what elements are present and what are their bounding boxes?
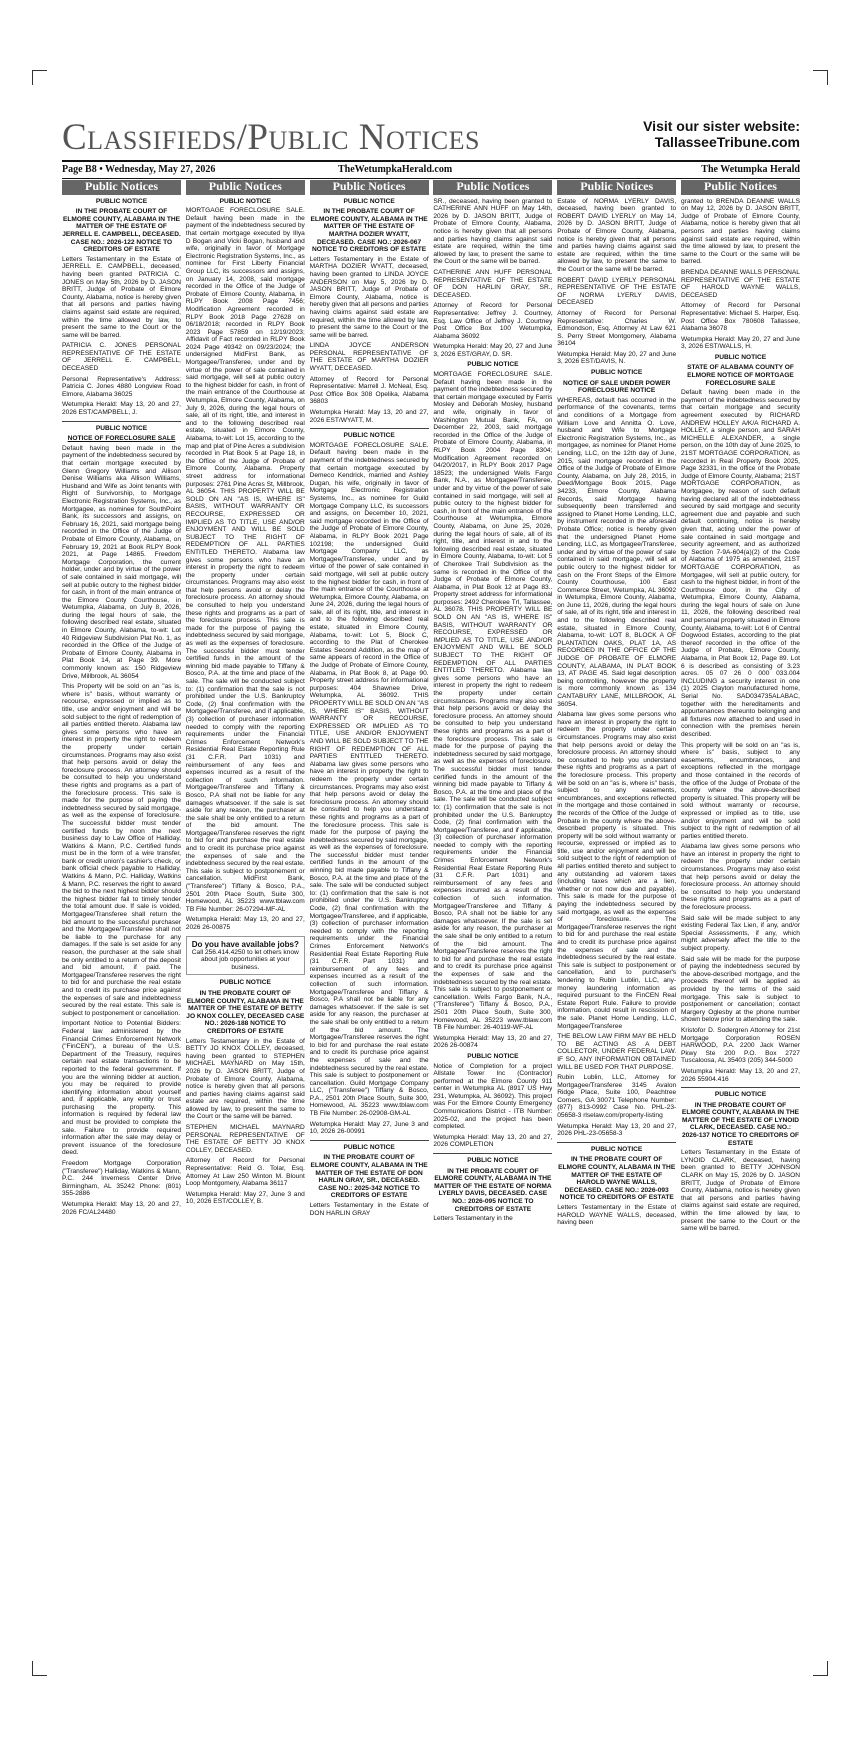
sister-site-link[interactable]: TallasseeTribune.com [654, 134, 800, 150]
notice-body: Letters Testamentary in the [433, 1215, 513, 1223]
notice-body: Important Notice to Potential Bidders: Federal law administered by the Financial Crimes Enforcement Network ("FinCEN"), a bureau of the U.S. Department of the Treasury, requires certain real estate transactions to be reported to the federal government. If you are the winning bidder at auction, you may be required to provide identifying information about yourself and, if applicable, any entity or trust purchasing the property. This information is required by federal law and must be provided to complete the sale. Failure to provide required information after the sale may delay or prevent issuance of the foreclosure deed. [62, 1020, 181, 1157]
public-notices-banner: Public Notices [681, 180, 800, 195]
notice-heading: PUBLIC NOTICE [343, 1143, 395, 1151]
crop-mark-bottom-left [32, 1661, 47, 1676]
public-notices-banner: Public Notices [310, 180, 429, 195]
notice-heading: PUBLIC NOTICE [714, 353, 767, 361]
notice-body: Personal Representative's Address: Patricia C. Jones 4880 Longview Road Elmore, Alabama 36025 [62, 375, 181, 398]
notice-body: Estate of NORMA LYERLY DAVIS, deceased, having been granted to ROBERT DAVID LYERLY on May 14, 2026 by D. JASON BRITT, Judge of Probate of Elmore County, Alabama, notice is hereby given that all persons and parties having claims against said estate are required, within the time allowed by law, to present the same to the Court or the same will be barred. [557, 197, 677, 273]
jobs-ad-box [186, 936, 305, 976]
notice-divider [310, 1140, 429, 1141]
notice-body: Freedom Mortgage Corporation ("Transferee") Halliday, Watkins & Mann, P.C. 244 Inverness Center Drive Birmingham, AL 35242 Phone: (801) 355-2886 [62, 1160, 181, 1198]
notice-body: Attorney of Record for Personal Representative: Reid G. Tolar, Esq. Attorney At Law 250 Winton M. Blount Loop Montgomery, Alabama 36117 [185, 1157, 305, 1188]
public-notices-banner: Public Notices [433, 180, 552, 195]
notice-body: Said sale will be made subject to any existing Federal Tax Lien, if any, and/or Special Assessments, if any, which might adversely affect the title to the subject property. [680, 914, 800, 952]
notice-divider [557, 1142, 676, 1143]
notice-heading: NOTICE OF SALE UNDER POWER FORECLOSURE NOTICE [563, 379, 671, 395]
notice-body: Letters Testamentary in the Estate of MARTHA DOZIER WYATT, deceased, having been granted to LINDA JOYCE ANDERSON on May 5, 2026 by D. JASON BRITT, Judge of Probate of Elmore County, Alabama, notice is hereby given that all persons and parties having claims against said estate are required, within the time allowed by law, to present the same to the Court or the same will be barred. [309, 255, 429, 339]
notice-body: Attorney of Record for Personal Representative: Jeffrey J. Courtney, Esq. Law Office of Jeffrey J. Courtney Post Office Box 100 Wetumpka, Alabama 36092 [433, 302, 553, 340]
notice-heading: PUBLIC NOTICE [467, 1157, 519, 1165]
notice-body: Wetumpka Herald: May 13, 20 and 27, 2026 26-00874 [433, 1034, 553, 1050]
notice-heading: IN THE PROBATE COURT OF ELMORE COUNTY, ALABAMA IN THE MATTER OF THE ESTATE OF NORMA LYERLY DAVIS, DECEASED. CASE NO.: 2026-095 NOTICE TO CREDITORS OF ESTATE [434, 1167, 552, 1213]
notice-body: Attorney of Record for Personal Representative: Marrell J. McNeal, Esq. Post Office Box 308 Opelika, Alabama 36803 [309, 375, 429, 406]
notice-body: SR., deceased, having been granted to CATHERINE ANN HUFF on May 14th, 2026 by D. JASON BRITT, Judge of Probate of Elmore County, Alabama, notice is hereby given that all persons and parties having claims against said estate are required, within the time allowed by law, to present the same to the Court or the same will be barred. [433, 197, 553, 266]
sister-site-promo [643, 118, 800, 150]
notice-body: THE BELOW LAW FIRM MAY BE HELD TO BE ACTING AS A DEBT COLLECTOR, UNDER FEDERAL LAW. IF SO, ANY INFORMATION OBTAINED WILL BE USED FOR THAT PURPOSE. [557, 1033, 677, 1071]
crop-mark-top-right [813, 70, 828, 85]
notice-body: Wetumpka Herald: May 20, 27 and June 3, 2026 EST/WALLS, H. [680, 335, 800, 351]
notice-body: Wetumpka Herald: May 20, 27 and June 3, 2026 EST/DAVIS, N. [557, 350, 677, 366]
notice-heading: PUBLIC NOTICE [467, 361, 519, 369]
notice-divider [681, 1087, 800, 1088]
notice-heading: PUBLIC NOTICE [95, 197, 148, 205]
notice-body: PATRICIA C. JONES PERSONAL REPRESENTATIVE OF THE ESTATE OF JERRELL E. CAMPBELL, DECEASED [62, 342, 181, 373]
notice-body: Letters Testamentary in the Estate of JERRELL E. CAMPBELL, deceased, having been granted PATRICIA C. JONES on May 5th, 2026 by D. JASON BRITT, Judge of Probate of Elmore County, Alabama, notice is hereby given that all persons and parties having claims against said estate are required, within the time allowed by law, to present the same to the Court or the same will be barred. [62, 255, 181, 339]
notice-body: Letters Testamentary in the Estate of HAROLD WAYNE WALLS, deceased, having been [557, 1204, 677, 1227]
notice-body: MORTGAGE FORECLOSURE SALE. Default having been made in the payment of the indebtedness secured by that certain mortgage executed by Demeco Kendrick, married and Ashley Dugan, his wife, originally in favor of Mortgage Electronic Registration Systems, Inc., as nominee for Guild Mortgage Company LLC, its successors and assigns, on December 10, 2021, said mortgage recorded in the Office of the Judge of Probate of Elmore County, Alabama, in RLPY Book 2021 Page 102198; the undersigned Guild Mortgage Company LLC, as Mortgagee/Transferee, under and by virtue of the power of sale contained in said mortgage, will sell at public outcry to the highest bidder for cash, in front of the main entrance of the Courthouse at Wetumpka, Elmore County, Alabama, on June 24, 2026, during the legal hours of sale, all of its right, title, and interest in and to the following described real estate, situated in Elmore County, Alabama, to-wit: Lot 5, Block C, according to the Plat of Cherokee Estates Second Addition, as the map of same appears of record in the Office of the Judge of Probate of Elmore County, Alabama, in Plat Book 8, at Page 90. Property street address for informational purposes: 404 Shawnee Drive, Wetumpka, AL 36092. THIS PROPERTY WILL BE SOLD ON AN "AS IS, WHERE IS" BASIS, WITHOUT WARRANTY OR RECOURSE, EXPRESSED OR IMPLIED AS TO TITLE, USE AND/OR ENJOYMENT AND WILL BE SOLD SUBJECT TO THE RIGHT OF REDEMPTION OF ALL PARTIES ENTITLED THERETO. Alabama law gives some persons who have an interest in property the right to redeem the property under certain circumstances. Programs may also exist that help persons avoid or delay the foreclosure process. An attorney should be consulted to help you understand these rights and programs as a part of the foreclosure process. This sale is made for the purpose of paying the indebtedness secured by said mortgage, as well as the expenses of foreclosure. The successful bidder must tender certified funds in the amount of the winning bid made payable to Tiffany & Bosco, P.A. at the time and place of the sale. The sale will be conducted subject to: (1) confirmation that the sale is not prohibited under the U.S. Bankruptcy Code, (2) final confirmation with the Mortgagee/Transferee, and if applicable, (3) collection of purchaser information needed to comply with the reporting requirements under the Financial Crimes Enforcement Network's Residential Real Estate Reporting Rule (31 C.F.R. Part 1031) and reimbursement of any fees and expenses incurred as a result of the collection of such information. Mortgagee/Transferee and Tiffany & Bosco, P.A shall not be liable for any damages whatsoever. If the sale is set aside for any reason, the purchaser at the sale shall be only entitled to a return of the bid amount. The Mortgagee/Transferee reserves the right to bid for and purchase the real estate and to credit its purchase price against the expenses of sale and the indebtedness secured by the real estate. This sale is subject to postponement or cancellation. Guild Mortgage Company LLC, ("Transferee") Tiffany & Bosco, P.A., 2501 20th Place South, Suite 300, Homewood, AL 35223 www.tblaw.com TB File Number: 26-02908-GM-AL [309, 441, 429, 1118]
notice-body: Wetumpka Herald: May 13, 20 and 27, 2026 COMPLETION [433, 1133, 553, 1149]
notice-body: STEPHEN MICHAEL MAYNARD PERSONAL REPRESENTATIVE OF THE ESTATE OF BETTY JO KNOX COLLEY, DECEASED. [185, 1124, 305, 1154]
notice-body: Wetumpka Herald: May 20, 27 and June 3, 2026 EST/GRAY, D. SR. [433, 343, 553, 358]
notice-divider [433, 1153, 552, 1154]
notice-body: Wetumpka Herald: May 13, 20 and 27, 2026 EST/WYATT, M. [309, 409, 429, 424]
notice-body: Letters Testamentary in the Estate of BETTY JO KNOX COLLEY, deceased, having been granted to STEPHEN MICHAEL MAYNARD on May 15th, 2026 by D. JASON BRITT, Judge of Probate of Elmore County, Alabama, notice is hereby given that all persons and parties having claims against said estate are required, within the time allowed by law, to present the same to the Court or the same will be barred. [185, 1037, 305, 1121]
notice-heading: PUBLIC NOTICE [219, 979, 271, 987]
notice-heading: IN THE PROBATE COURT OF ELMORE COUNTY, ALABAMA IN THE MATTER OF THE ESTATE OF JERRELL E. CAMPBELL, DECEASED. CASE NO.: 2026-122 NOTICE TO CREDITORS OF ESTATE [62, 208, 181, 254]
notice-body: Rubin Lublin, LLC, Attorney for Mortgagee/Transferee 3145 Avalon Ridge Place, Suite 100, Peachtree Corners, GA 30071 Telephone Number: (877) 813-0992 Case No. PHL-23-05658-3 rlselaw.com/property-listing [557, 1074, 677, 1120]
notice-body: This Property will be sold on an "as is, where is" basis, without warranty or recourse, expressed or implied as to title, use and/or enjoyment and will be sold subject to the right of redemption of all parties entitled thereto. Alabama law gives some persons who have an interest in property the right to redeem the property under certain circumstances. Programs may also exist that help persons avoid or delay the foreclosure process. An attorney should be consulted to help you understand these rights and programs as a part of the foreclosure process. This sale is made for the purpose of paying the indebtedness secured by said mortgage, as well as the expense of foreclosure. The successful bidder must tender certified funds by noon the next business day to Law Office of Halliday, Watkins & Mann, P.C. Certified funds must be in the form of a wire transfer, bank or credit union's cashier's check, or bank official check payable to Halliday, Watkins & Mann, P.C. Halliday, Watkins & Mann, P.C. reserves the right to award the bid to the next highest bidder should the highest bidder fail to timely tender the total amount due. If sale is voided, Mortgagee/Transferee shall return the bid amount to the successful purchaser and the Mortgagee/Transferee shall not be liable to the purchase for any damages. If the sale is set aside for any reason, the purchaser at the sale shall be only entitled to a return of the deposit and bid amount, if paid. The Mortgagee/Transferee reserves the right to bid for and purchase the real estate and to credit its purchase price against the expenses of sale and indebtedness secured by the real estate. This sale is subject to postponement or cancellation. [62, 683, 181, 1017]
public-notices-banner: Public Notices [186, 180, 305, 195]
notice-body: MORTGAGE FORECLOSURE SALE. Default having been made in the payment of the indebtedness secured by that certain mortgage executed by Illya D Bogan and Vicki Bogan, husband and wife, originally in favor of Mortgage Electronic Registration Systems, Inc., as nominee for First Liberty Financial Group LLC, its successors and assigns, on January 14, 2008, said mortgage recorded in the Office of the Judge of Probate of Elmore County, Alabama, in RLPY Book 2008 Page 7456; Modification Agreement recorded in RLPY Book 2018 Page 27628 on 06/18/2018; recorded in RLPY Book 2023 Page 57859 on 12/19/2023; Affidavit of Fact recorded in RLPY Book 2024 Page 49342 on 09/23/2024; the undersigned MidFirst Bank, as Mortgagee/Transferee, under and by virtue of the power of sale contained in said mortgage, will sell at public outcry to the highest bidder for cash, in front of the main entrance of the Courthouse at Wetumpka, Elmore County, Alabama, on July 9, 2026, during the legal hours of sale, all of its right, title, and interest in and to the following described real estate, situated in Elmore County, Alabama, to-wit: Lot 15, according to the map and plat of Pine Acres a subdivision recorded in Plat Book 5 at Page 18, in the Office of the Judge of Probate of Elmore County, Alabama. Property street address for informational purposes: 2761 Pine Acres St, Millbrook, AL 36054. THIS PROPERTY WILL BE SOLD ON AN "AS IS, WHERE IS" BASIS, WITHOUT WARRANTY OR RECOURSE, EXPRESSED OR IMPLIED AS TO TITLE, USE AND/OR ENJOYMENT AND WILL BE SOLD SUBJECT TO THE RIGHT OF REDEMPTION OF ALL PARTIES ENTITLED THERETO. Alabama law gives some persons who have an interest in property the right to redeem the property under certain circumstances. Programs may also exist that help persons avoid or delay the foreclosure process. An attorney should be consulted to help you understand these rights and programs as a part of the foreclosure process. This sale is made for the purpose of paying the indebtedness secured by said mortgage, as well as the expenses of foreclosure. The successful bidder must tender certified funds in the amount of the winning bid made payable to Tiffany & Bosco, P.A. at the time and place of the sale. The sale will be conducted subject to: (1) confirmation that the sale is not prohibited under the U.S. Bankruptcy Code, (2) final confirmation with the Mortgagee/Transferee, and if applicable, (3) collection of purchaser information needed to comply with the reporting requirements under the Financial Crimes Enforcement Network's Residential Real Estate Reporting Rule (31 C.F.R. Part 1031) and reimbursement of any fees and expenses incurred as a result of the collection of such information. Mortgagee/Transferee and Tiffany & Bosco, P.A shall not be liable for any damages whatsoever. If the sale is set aside for any reason, the purchaser at the sale shall be only entitled to a return of the bid amount. The Mortgagee/Transferee reserves the right to bid for and purchase the real estate and to credit its purchase price against the expenses of sale and the indebtedness secured by the real estate. This sale is subject to postponement or cancellation. MidFirst Bank, ("Transferee") Tiffany & Bosco, P.A., 2501 20th Place South, Suite 300, Homewood, AL 35223 www.tblaw.com TB File Number: 26-07294-MF-AL [185, 207, 305, 913]
crop-mark-top-left [32, 70, 47, 85]
notice-body: This property will be sold on an "as is, where is" basis, subject to any easements, encumbrances, and exceptions reflected in the mortgage and those contained in the records of the office of the Judge of Probate of the county where the above-described property is situated. This property will be sold without warranty or recourse, expressed or implied as to title, use and/or enjoyment and will be sold subject to the right of redemption of all parties entitled thereto. [680, 741, 800, 840]
notice-heading: PUBLIC NOTICE [343, 197, 395, 205]
notice-heading: PUBLIC NOTICE [591, 1145, 643, 1153]
folio-page: Page B8 • Wednesday, May 27, 2026 [62, 164, 216, 175]
public-notices-banner: Public Notices [557, 180, 676, 195]
jobs-ad-title: Do you have available jobs? [191, 939, 299, 949]
notice-heading: IN THE PROBATE COURT OF ELMORE COUNTY, ALABAMA IN THE MATTER OF THE ESTATE OF MARTHA DOZIER WYATT, DECEASED. CASE NO.: 2026-067 NOTICE TO CREDITORS OF ESTATE [310, 208, 428, 254]
notice-body: Attorney of Record for Personal Representative: Charles W. Edmondson, Esq. Attorney At Law 621 S. Perry Street Montgomery, Alabama 36104 [557, 309, 677, 348]
notice-body: ROBERT DAVID LYERLY PERSONAL REPRESENTATIVE OF THE ESTATE OF NORMA LYERLY DAVIS, DECEASED [557, 276, 677, 307]
notice-heading: PUBLIC NOTICE [219, 197, 271, 205]
folio-paper: The Wetumpka Herald [701, 164, 800, 175]
notice-body: Letters Testamentary in the Estate of LYNOID CLARK, deceased, having been granted to BETTY JOHNSON CLARK on May 15, 2026 by D. JASON BRITT, Judge of Probate of Elmore County, Alabama, notice is hereby given that all persons and parties having claims against said estate are required, within the time allowed by law, to present the same to the Court or the same will be barred. [680, 1149, 800, 1233]
notice-body: Default having been made in the payment of the indebtedness secured by that certain mortgage executed by Glenn Gregory Williams and Allison Denise Williams aka Allison Williams, Husband and Wife as Joint tenants with Right of Survivorship, to Mortgage Electronic Registration Systems, Inc., as Mortgagee, as nominee for SouthPoint Bank, its successors and assigns, on February 16, 2021, said mortgage being recorded in the Office of the Judge of Probate of Elmore County, Alabama, on February 19, 2021 at Book RLPY Book 2021, at Page 14865. Freedom Mortgage Corporation, the current holder, under and by virtue of the power of sale contained in said mortgage, will sell at public outcry to the highest bidder for cash, in front of the main entrance of the Elmore County Courthouse, in Wetumpka, Alabama, on July 8, 2026, during the legal hours of sale, the following described real estate, situated in Elmore County, Alabama, to-wit: Lot 40 Ridgeview Subdivision Plat No. 1, as recorded in the Office of the Judge of Probate of Elmore County, Alabama in Plat Book 14, at Page 39. More commonly known as: 150 Ridgeview Drive, Millbrook, AL 36054 [62, 444, 181, 680]
notice-column [62, 180, 181, 1680]
section-title: Classifieds/Public Notices [62, 117, 480, 158]
notice-divider [62, 421, 181, 422]
notice-body: Default having been made in the payment of the indebtedness secured by that certain mortgage and security agreement executed by RICHARD ANDREW HOLLEY A/K/A RICHARD A. HOLLEY, a single person, and SARAH MICHELLE ALEXANDER, a single person, on the 10th day of June 2025, to 21ST MORTGAGE CORPORATION, as recorded in Real Property Book 2025, Page 32331, in the office of the Probate Judge of Elmore County, Alabama; 21ST MORTGAGE CORPORATION, as Mortgagee, by reason of such default having declared all of the indebtedness secured by said mortgage and security agreement due and payable and such default continuing, notice is hereby given that, acting under the power of sale contained in said mortgage and security agreement, and as authorized by Section 7-9A-604(a)(2) of the Code of Alabama of 1975 as amended, 21ST MORTGAGE CORPORATION, as Mortgagee, will sell at public outcry, for cash to the highest bidder, in front of the Courthouse door, in the City of Wetumpka, Elmore County, Alabama, during the legal hours of sale on June 11, 2026, the following described real and personal property situated in Elmore County, Alabama, to-wit: Lot 6 of Central Dogwood Estates, according to the plat thereof recorded in the office of the Judge of Probate, Elmore County, Alabama, in Plat Book 12, Page 89. Lot 6 is described as consisting of 3.23 acres. 05 07 26 0 000 033.004 INCLUDING a security interest in one (1) 2025 Clayton manufactured home, Serial No. SAD034735ALABAC, together with the hereditaments and appurtenances thereunto belonging and all fixtures now attached to and used in connection with the premises herein described. [680, 389, 800, 738]
notice-column [433, 180, 552, 1680]
notice-body: BRENDA DEANNE WALLS PERSONAL REPRESENTATIVE OF THE ESTATE OF HAROLD WAYNE WALLS, DECEASED [680, 268, 800, 299]
notice-body: Wetumpka Herald: May 13, 20 and 27, 2026 26-00875 [185, 916, 305, 931]
notice-body: granted to BRENDA DEANNE WALLS on May 12, 2026 by D. JASON BRITT, Judge of Probate of Elmore County, Alabama, notice is hereby given that all persons and parties having claims against said estate are required, within the time allowed by law, to present the same to the Court or the same will be barred. [680, 197, 800, 266]
crop-mark-bottom-right [813, 1661, 828, 1676]
notice-body: Notice of Completion for a project Allstate Tower Inc (Contractor) performed at the Elmore County 911 center in Wetumpka AL (8917 US Hwy 231, Wetumpka, AL 36092). This project was For the Elmore County Emergency Communications District - ITB Number: 2025-02, and the project has been completed. [433, 1062, 553, 1131]
notice-heading: NOTICE OF FORECLOSURE SALE [67, 435, 176, 443]
notice-heading: PUBLIC NOTICE [714, 1091, 767, 1099]
masthead [62, 116, 800, 158]
notice-body: Alabama law gives some persons who have an interest in property the right to redeem the property under certain circumstances. Programs may also exist that help persons avoid or delay the foreclosure process. An attorney should be consulted to help you understand these rights and programs as a part of the foreclosure process. This property will be sold on an "as is, where is" basis, subject to any easements, encumbrances, and exceptions reflected in the mortgage and those contained in the records of the Office of the Judge of Probate in the county where the above-described property is situated. This property will be sold without warranty or recourse, expressed or implied as to title, use and/or enjoyment and will be sold subject to the right of redemption of all parties entitled thereto and subject to any outstanding ad valorem taxes (including taxes which are a lien, whether or not now due and payable). This sale is made for the purpose of paying the indebtedness secured by said mortgage, as well as the expenses of foreclosure. The Mortgagee/Transferee reserves the right to bid for and purchase the real estate and to credit its purchase price against the expenses of sale and the indebtedness secured by the real estate. This sale is subject to postponement or cancellation, and to purchaser's tendering to Rubin Lublin, LLC, any-money laundering information as required pursuant to the FinCEN Real Estate Report Rule. Failure to provide information, could result in rescission of the sale. Planet Home Lending, LLC, Mortgagee/Transferee [557, 711, 677, 1030]
notice-body: MORTGAGE FORECLOSURE SALE. Default having been made in the payment of the indebtedness secured by that certain mortgage executed by Farris Mosley and Deborah Mosley, husband and wife, originally in favor of Washington Mutual Bank, FA, on December 22, 2003, said mortgage recorded in the Office of the Judge of Probate of Elmore County, Alabama, in RLPY Book 2004 Page 8304; Modification Agreement recorded on 04/20/2017, in RLPY Book 2017 Page 18523; the undersigned Wells Fargo Bank, N.A., as Mortgagee/Transferee, under and by virtue of the power of sale contained in said mortgage, will sell at public outcry to the highest bidder for cash, in front of the main entrance of the Courthouse at Wetumpka, Elmore County, Alabama, on June 25, 2026, during the legal hours of sale, all of its right, title, and interest in and to the following described real estate, situated in Elmore County, Alabama, to-wit: Lot 5 of Cherokee Trail Subdivision as the same is recorded in the Office of the Judge of Probate of Elmore County, Alabama, in Plat Book 12 at Page 83.. Property street address for informational purposes: 2492 Cherokee Trl, Tallassee, AL 36078. THIS PROPERTY WILL BE SOLD ON AN "AS IS, WHERE IS" BASIS, WITHOUT WARRANTY OR RECOURSE, EXPRESSED OR IMPLIED AS TO TITLE, USE AND/OR ENJOYMENT AND WILL BE SOLD SUBJECT TO THE RIGHT OF REDEMPTION OF ALL PARTIES ENTITLED THERETO. Alabama law gives some persons who have an interest in property the right to redeem the property under certain circumstances. Programs may also exist that help persons avoid or delay the foreclosure process. An attorney should be consulted to help you understand these rights and programs as a part of the foreclosure process. This sale is made for the purpose of paying the indebtedness secured by said mortgage, as well as the expenses of foreclosure. The successful bidder must tender certified funds in the amount of the winning bid made payable to Tiffany & Bosco, P.A. at the time and place of the sale. The sale will be conducted subject to: (1) confirmation that the sale is not prohibited under the U.S. Bankruptcy Code, (2) final confirmation with the Mortgagee/Transferee, and if applicable, (3) collection of purchaser information needed to comply with the reporting requirements under the Financial Crimes Enforcement Network's Residential Real Estate Reporting Rule (31 C.F.R. Part 1031) and reimbursement of any fees and expenses incurred as a result of the collection of such information. Mortgagee/Transferee and Tiffany & Bosco, P.A shall not be liable for any damages whatsoever. If the sale is set aside for any reason, the purchaser at the sale shall be only entitled to a return of the bid amount. The Mortgagee/Transferee reserves the right to bid for and purchase the real estate and to credit its purchase price against the expenses of sale and the indebtedness secured by the real estate. This sale is subject to postponement or cancellation. Wells Fargo Bank, N.A., ("Transferee") Tiffany & Bosco, P.A., 2501 20th Place South, Suite 300, Homewood, AL 35223 www.tblaw.com TB File Number: 26-40119-WF-AL [433, 371, 553, 1032]
notice-body: CATHERINE ANN HUFF PERSONAL REPRESENTATIVE OF THE ESTATE OF DON HARLIN GRAY, SR., DECEASED. [433, 268, 553, 299]
notice-column [310, 180, 429, 1680]
notice-body: LINDA JOYCE ANDERSON PERSONAL REPRESENTATIVE OF THE ESTATE OF MARTHA DOZIER WYATT, DECEASED. [309, 342, 429, 373]
notice-divider [310, 428, 429, 429]
visit-line: Visit our sister website: [643, 118, 800, 134]
notice-body: Wetumpka Herald: May 13, 20 and 27, 2026 FC/AL24480 [62, 1201, 181, 1216]
notice-body: Alabama law gives some persons who have an interest in property the right to redeem the property under certain circumstances. Programs may also exist that help persons avoid or delay the foreclosure process. An attorney should be consulted to help you understand these rights and programs as a part of the foreclosure process. [680, 843, 800, 912]
notice-heading: PUBLIC NOTICE [95, 424, 148, 432]
public-notices-banner: Public Notices [62, 180, 181, 195]
notice-body: WHEREAS, default has occurred in the performance of the covenants, terms and conditions of a Mortgage from William Love and Annitta O. Love, husband and Wife to Mortgage Electronic Registration Systems, Inc., as mortgagee, as nominee for Planet Home Lending, LLC, on the 12th day of June, 2015, said mortgage recorded in the Office of the Judge of Probate of Elmore County, Alabama, on July 28, 2015, in Deed/Mortgage Book 2015, Page 34233, Elmore County, Alabama Records, said Mortgage having subsequently been transferred and assigned to Planet Home Lending, LLC, by instrument recorded in the aforesaid Probate Office; notice is hereby given that the undersigned Planet Home Lending, LLC, as Mortgagee/Transferee, under and by virtue of the power of sale contained in said mortgage, will sell at public outcry to the highest bidder for cash on the Front Steps of the Elmore County Courthouse, 100 East Commerce Street, Wetumpka, AL 36092 in Wetumpka, Elmore County, Alabama, on June 11, 2026, during the legal hours of sale, all of its right, title and interest in and to the following described real estate, situated in Elmore County, Alabama, to-wit: LOT 8, BLOCK A OF PLANTATION OAKS, PLAT 1A, AS RECORDED IN THE OFFICE OF THE JUDGE OF PROBATE OF ELMORE COUNTY, ALABAMA, IN PLAT BOOK 13, AT PAGE 45. Said legal description being controlling, however the property is more commonly known as 134 CANTABURY LANE, MILLBROOK, AL 36054. [557, 396, 677, 708]
notice-heading: PUBLIC NOTICE [467, 1052, 519, 1060]
notice-heading: IN THE PROBATE COURT OF ELMORE COUNTY, ALABAMA IN THE MATTER OF THE ESTATE OF HAROLD WAYNE WALLS, DECEASED. CASE NO.: 2026-093 NOTICE TO CREDITORS OF ESTATE [558, 1156, 676, 1202]
notice-body: Letters Testamentary in the Estate of DON HARLIN GRAY [309, 1202, 429, 1217]
folio-bar [62, 160, 800, 179]
notice-body: Wetumpka Herald: May 13, 20 and 27, 2026 EST/CAMPBELL, J. [62, 401, 181, 417]
notice-heading: STATE OF ALABAMA COUNTY OF ELMORE NOTICE OF MORTGAGE FORECLOSURE SALE [687, 364, 794, 387]
jobs-ad-text: Call 256.414.4250 to let others know about job opportunities at your business. [191, 948, 299, 971]
notice-body: Said sale will be made for the purpose of paying the indebtedness secured by the above-described mortgage, and the proceeds thereof will be applied as provided by the terms of the said mortgage. This sale is subject to postponement or cancellation; contact Margery Oglesby at the phone number shown below prior to attending the sale. [680, 955, 800, 1024]
notice-column [557, 180, 676, 1680]
notice-body: Wetumpka Herald: May 13, 20 and 27, 2026 PHL-23-05658-3 [557, 1122, 677, 1138]
notice-body: Attorney of Record for Personal Representative: Michael S. Harper, Esq. Post Office Box 780608 Tallassee, Alabama 36078 [680, 302, 800, 333]
notice-heading: PUBLIC NOTICE [591, 369, 643, 377]
notice-body: Wetumpka Herald: May 27, June 3 and 10, 2026 EST/COLLEY, B. [185, 1190, 305, 1206]
notice-body: Kristofor D. Sodergren Attorney for 21st Mortgage Corporation ROSEN HARWOOD, P.A. 2200 Jack Warner Pkwy Ste 200 P.O. Box 2727 Tuscaloosa, AL 35403 (205) 344-5000 [680, 1026, 800, 1065]
notice-body: Wetumpka Herald: May 27, June 3 and 10, 2026 26-00991 [309, 1120, 429, 1136]
notice-column [186, 180, 305, 1680]
notice-columns [62, 180, 800, 1680]
notice-body: Wetumpka Herald: May 13, 20 and 27, 2026 55904.416 [680, 1067, 800, 1083]
notice-heading: PUBLIC NOTICE [343, 432, 395, 440]
notice-heading: IN THE PROBATE COURT OF ELMORE COUNTY, ALABAMA IN THE MATTER OF THE ESTATE OF BETTY JO KNOX COLLEY, DECEASED CASE NO.: 2026-188 NOTICE TO CREDITORS OF ESTATE [186, 989, 305, 1035]
folio-site: TheWetumpkaHerald.com [338, 164, 453, 175]
notice-heading: IN THE PROBATE COURT OF ELMORE COUNTY, ALABAMA IN THE MATTER OF THE ESTATE OF DON HARLIN GRAY, SR., DECEASED. CASE NO.: 2025-342 NOTICE TO CREDITORS OF ESTATE [310, 1154, 428, 1200]
notice-column [681, 180, 800, 1680]
notice-heading: IN THE PROBATE COURT OF ELMORE COUNTY, ALABAMA IN THE MATTER OF THE ESTATE OF LYNOID CLARK, DECEASED. CASE NO.: 2026-137 NOTICE TO CREDITORS OF ESTATE [681, 1101, 800, 1147]
